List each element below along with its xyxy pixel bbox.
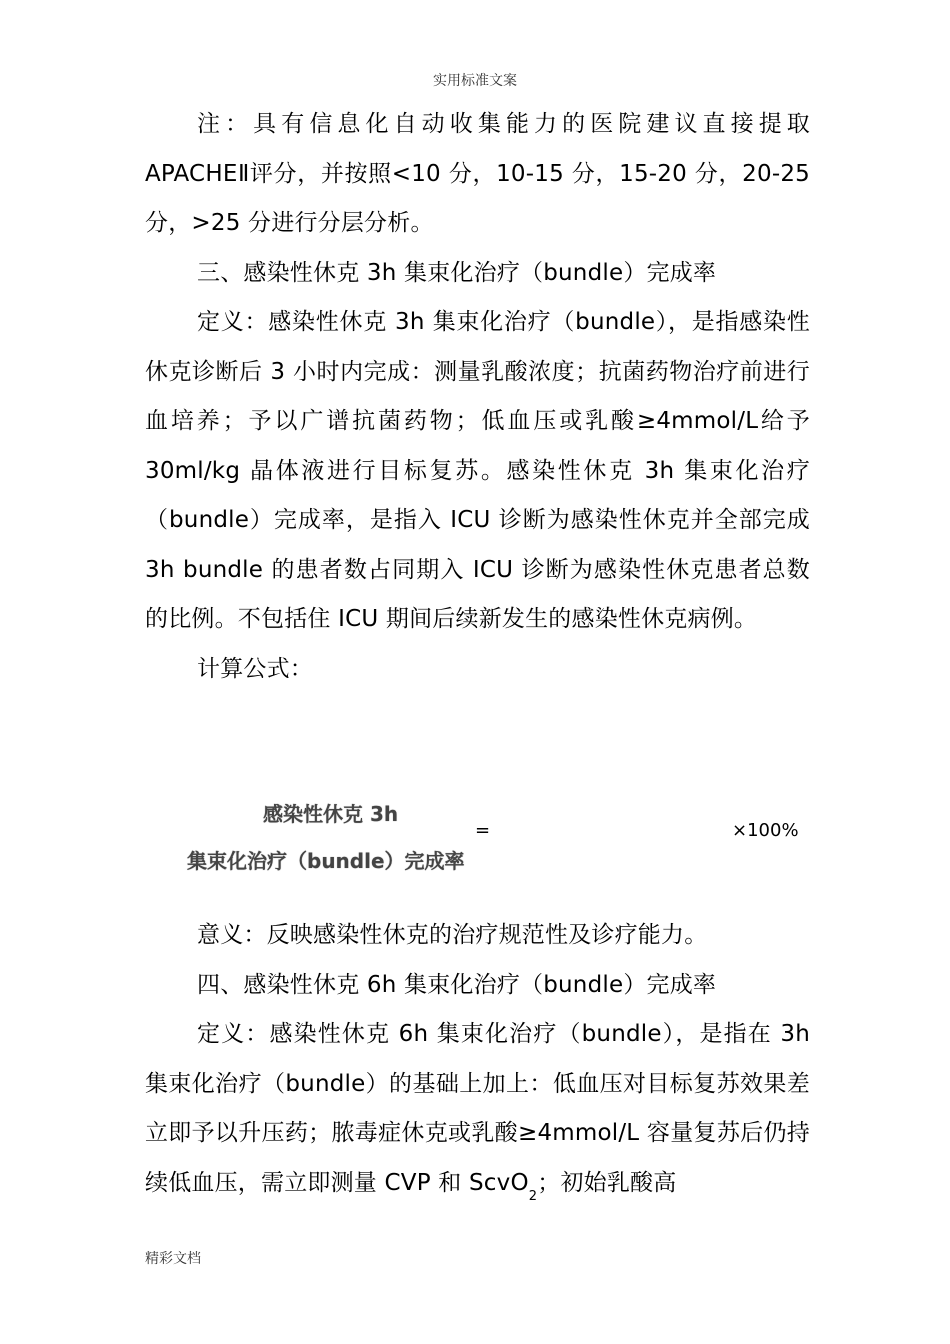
formula-label-line1: 感染性休克 3h [263,802,399,826]
document-body-top [145,100,810,694]
meaning-paragraph: 意义：反映感染性休克的治疗规范性及诊疗能力。 [197,922,708,948]
page-header: 实用标准文案 [433,73,517,89]
section-heading-3: 三、感染性休克 3h 集束化治疗（bundle）完成率 [197,259,717,286]
definition-paragraph-3h: 定义：感染性休克 3h 集束化治疗（bundle），是指感染性休克诊断后 3 小时内完成：测量乳酸浓度；抗菌药物治疗前进行血培养；予以广谱抗菌药物；低血压或乳酸≥4mmol/L给予 30ml/kg 晶体液进行目标复苏。感染性休克 3h 集束化治疗（bundle）完成率，是指入 ICU 诊断为感染性休克并全部完成 3h bundle 的患者数占同期入 ICU 诊断为感染性休克患者总数的比例。不包括住 ICU 期间后续新发生的感染性休克病例。 [145,309,810,632]
section-heading-4: 四、感染性休克 6h 集束化治疗（bundle）完成率 [197,971,717,998]
formula-label-line2: 集束化治疗（bundle）完成率 [187,849,465,873]
page-footer: 精彩文档 [145,1251,201,1267]
document-body-bottom [145,911,810,1221]
formula-caption: 计算公式： [197,655,313,682]
formula-equals: = [475,820,491,841]
note-paragraph: 注：具有信息化自动收集能力的医院建议直接提取APACHEⅡ评分，并按照<10 分，10-15 分，15-20 分，20-25分，>25 分进行分层分析。 [145,111,810,236]
formula-block [145,790,810,890]
definition-6h-tail: ；初始乳酸高 [537,1169,677,1196]
subscript-2: 2 [528,1188,538,1204]
formula-multiplier: ×100% [732,820,799,841]
definition-paragraph-6h [145,1010,810,1221]
definition-6h-text: 定义：感染性休克 6h 集束化治疗（bundle），是指在 3h集束化治疗（bundle）的基础上加上：低血压对目标复苏效果差立即予以升压药；脓毒症休克或乳酸≥4mmol/L 容量复苏后仍持续低血压，需立即测量 CVP 和 ScvO [145,1021,810,1196]
